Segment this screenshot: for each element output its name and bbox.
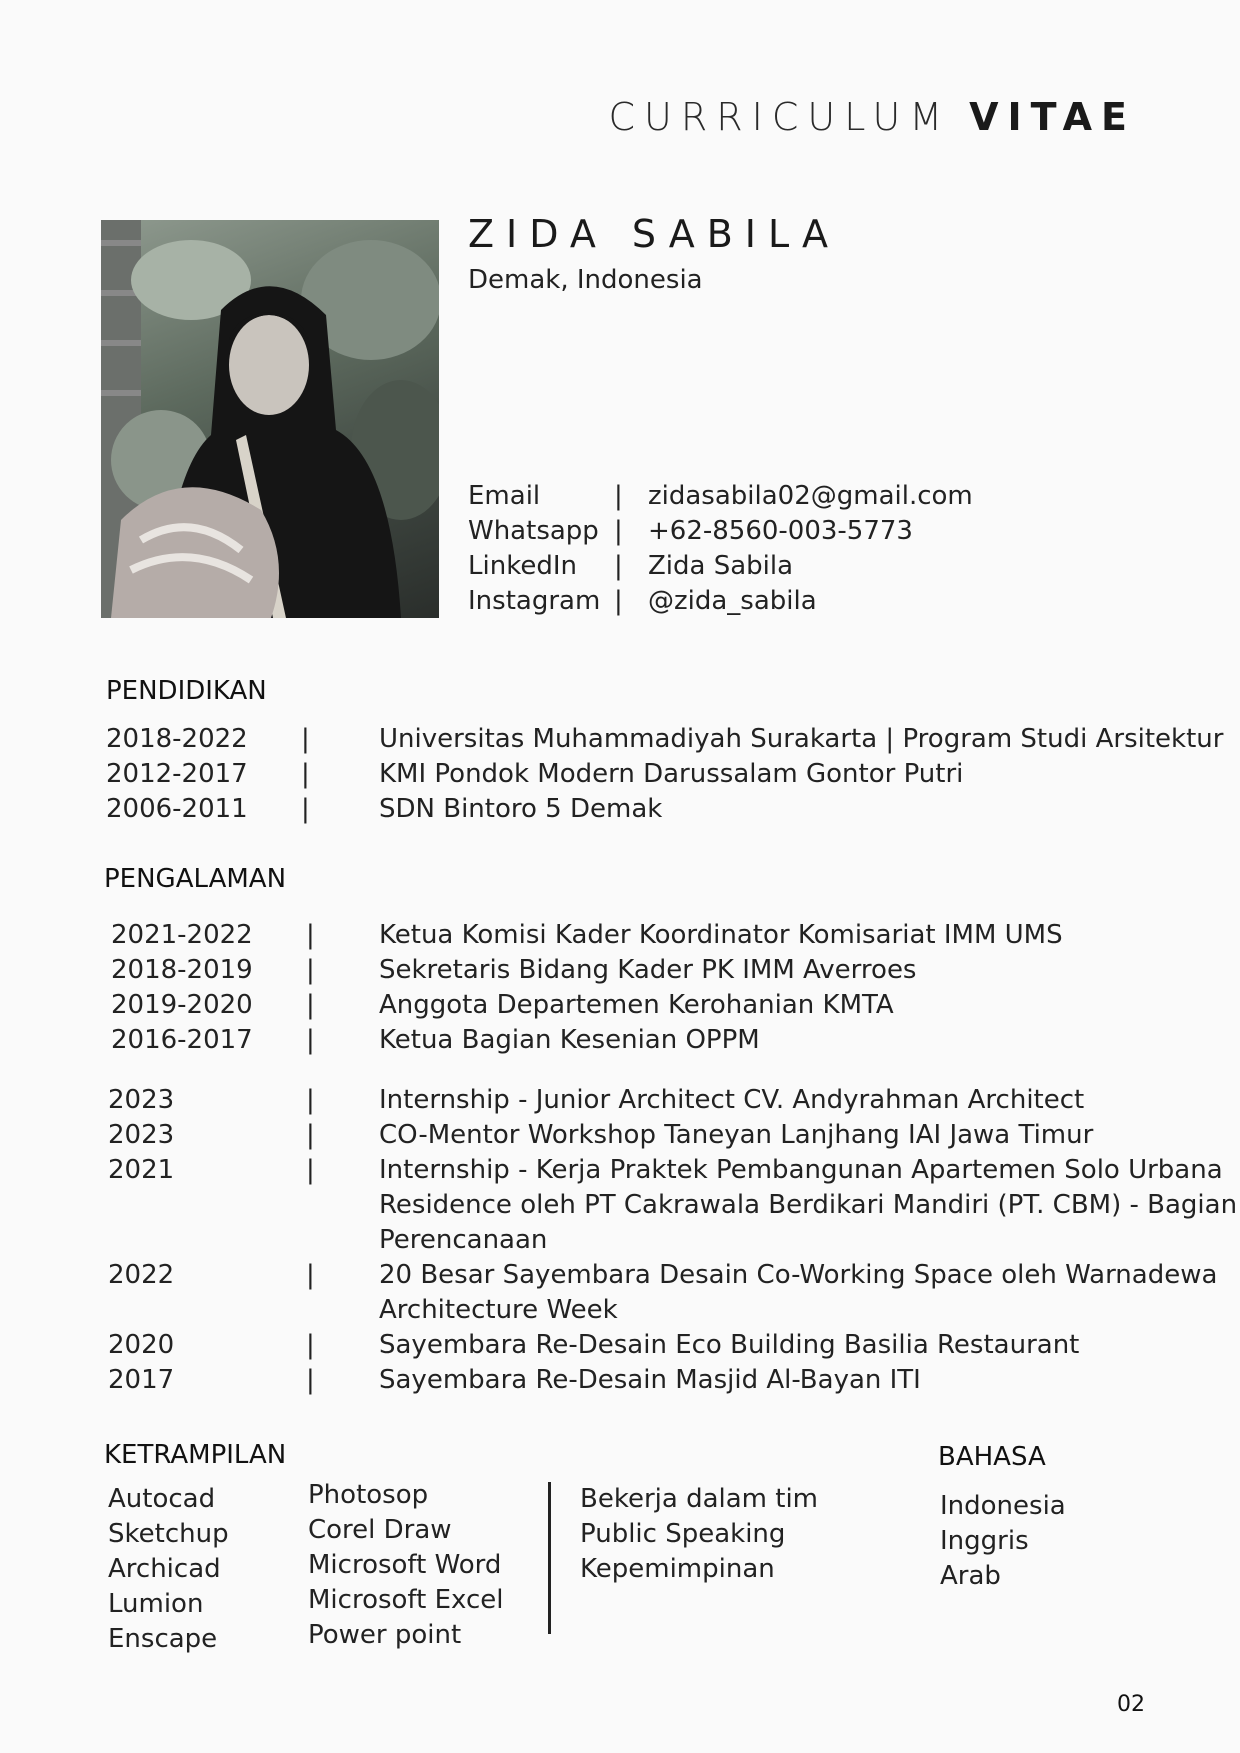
contact-label: Instagram bbox=[468, 586, 601, 616]
list-item bbox=[108, 1118, 1240, 1153]
item-year: 2019-2020 bbox=[111, 990, 253, 1020]
contact-label: Email bbox=[468, 481, 541, 511]
item-year: 2018-2022 bbox=[106, 724, 248, 754]
item-year: 2012-2017 bbox=[106, 759, 248, 789]
list-item bbox=[106, 792, 1240, 827]
soft-skills-list bbox=[580, 1482, 818, 1587]
list-item bbox=[106, 757, 1240, 792]
experience-organization-list bbox=[111, 918, 1240, 1058]
list-item bbox=[108, 1363, 1240, 1398]
list-item: Sketchup bbox=[108, 1519, 229, 1549]
item-description: Universitas Muhammadiyah Surakarta | Program Studi Arsitektur bbox=[379, 724, 1224, 754]
section-title-bahasa: BAHASA bbox=[938, 1442, 1046, 1472]
list-item: Arab bbox=[940, 1561, 1001, 1591]
list-item bbox=[108, 1153, 1240, 1258]
list-item: Indonesia bbox=[940, 1491, 1066, 1521]
list-item bbox=[111, 918, 1240, 953]
item-description: Internship - Kerja Praktek Pembangunan Apartemen Solo Urbana Residence oleh PT Cakrawala Berdikari Mandiri (PT. CBM) - Bagian Perencanaan bbox=[379, 1155, 1238, 1255]
document-title bbox=[609, 95, 1136, 139]
item-description: Internship - Junior Architect CV. Andyrahman Architect bbox=[379, 1085, 1085, 1115]
item-year: 2022 bbox=[108, 1260, 175, 1290]
title-light: CURRICULUM bbox=[608, 95, 952, 139]
list-item: Power point bbox=[308, 1620, 462, 1650]
item-year: 2018-2019 bbox=[111, 955, 253, 985]
list-item: Archicad bbox=[108, 1554, 221, 1584]
contact-value: +62-8560-003-5773 bbox=[648, 516, 913, 546]
contact-value: Zida Sabila bbox=[648, 551, 794, 581]
list-item: Kepemimpinan bbox=[580, 1554, 775, 1584]
software-list-1 bbox=[108, 1482, 229, 1657]
contact-value: @zida_sabila bbox=[648, 586, 817, 616]
list-item: Microsoft Word bbox=[308, 1550, 502, 1580]
list-item: Public Speaking bbox=[580, 1519, 786, 1549]
item-description: KMI Pondok Modern Darussalam Gontor Putri bbox=[379, 759, 964, 789]
item-year: 2016-2017 bbox=[111, 1025, 253, 1055]
contact-value: zidasabila02@gmail.com bbox=[648, 481, 973, 511]
profile-photo bbox=[101, 220, 439, 618]
list-item bbox=[108, 1083, 1240, 1118]
list-item bbox=[108, 1258, 1240, 1328]
item-description: Anggota Departemen Kerohanian KMTA bbox=[379, 990, 894, 1020]
section-title-pendidikan: PENDIDIKAN bbox=[106, 676, 267, 706]
contact-separator: | bbox=[614, 481, 623, 511]
list-item bbox=[111, 953, 1240, 988]
item-year: 2023 bbox=[108, 1085, 175, 1115]
list-item: Corel Draw bbox=[308, 1515, 452, 1545]
list-item bbox=[108, 1328, 1240, 1363]
list-item: Enscape bbox=[108, 1624, 218, 1654]
item-separator: | bbox=[306, 955, 315, 985]
list-item: Microsoft Excel bbox=[308, 1585, 504, 1615]
contact-separator: | bbox=[614, 551, 623, 581]
list-item bbox=[111, 1023, 1240, 1058]
item-year: 2021 bbox=[108, 1155, 175, 1185]
item-separator: | bbox=[306, 1085, 315, 1115]
software-list-2 bbox=[308, 1478, 503, 1653]
item-separator: | bbox=[301, 724, 310, 754]
section-title-ketrampilan: KETRAMPILAN bbox=[104, 1440, 287, 1470]
person-location: Demak, Indonesia bbox=[468, 265, 703, 295]
education-list bbox=[106, 722, 1240, 827]
list-item bbox=[111, 988, 1240, 1023]
contact-separator: | bbox=[614, 586, 623, 616]
title-bold: VITAE bbox=[969, 95, 1136, 139]
item-separator: | bbox=[306, 1120, 315, 1150]
item-separator: | bbox=[306, 1365, 315, 1395]
item-description: Sayembara Re-Desain Eco Building Basilia Restaurant bbox=[379, 1330, 1080, 1360]
item-description: SDN Bintoro 5 Demak bbox=[379, 794, 663, 824]
skills-divider bbox=[548, 1482, 551, 1634]
contact-label: Whatsapp bbox=[468, 516, 599, 546]
list-item: Autocad bbox=[108, 1484, 216, 1514]
item-description: CO-Mentor Workshop Taneyan Lanjhang IAI Jawa Timur bbox=[379, 1120, 1094, 1150]
list-item: Inggris bbox=[940, 1526, 1029, 1556]
item-year: 2017 bbox=[108, 1365, 175, 1395]
page-number: 02 bbox=[1117, 1692, 1145, 1717]
contact-label: LinkedIn bbox=[468, 551, 577, 581]
language-list bbox=[940, 1489, 1066, 1594]
section-title-pengalaman: PENGALAMAN bbox=[104, 864, 287, 894]
item-separator: | bbox=[306, 920, 315, 950]
list-item: Photosop bbox=[308, 1480, 429, 1510]
list-item: Bekerja dalam tim bbox=[580, 1484, 818, 1514]
item-description: Sekretaris Bidang Kader PK IMM Averroes bbox=[379, 955, 917, 985]
item-separator: | bbox=[306, 1260, 315, 1290]
item-separator: | bbox=[301, 759, 310, 789]
item-separator: | bbox=[301, 794, 310, 824]
item-separator: | bbox=[306, 990, 315, 1020]
contact-separator: | bbox=[614, 516, 623, 546]
item-year: 2023 bbox=[108, 1120, 175, 1150]
item-year: 2021-2022 bbox=[111, 920, 253, 950]
item-description: Ketua Komisi Kader Koordinator Komisariat IMM UMS bbox=[379, 920, 1063, 950]
item-description: Ketua Bagian Kesenian OPPM bbox=[379, 1025, 760, 1055]
item-year: 2020 bbox=[108, 1330, 175, 1360]
item-separator: | bbox=[306, 1025, 315, 1055]
person-name: ZIDA SABILA bbox=[468, 212, 841, 256]
list-item bbox=[106, 722, 1240, 757]
list-item: Lumion bbox=[108, 1589, 204, 1619]
item-year: 2006-2011 bbox=[106, 794, 248, 824]
experience-professional-list bbox=[108, 1083, 1240, 1398]
item-description: Sayembara Re-Desain Masjid Al-Bayan ITI bbox=[379, 1365, 921, 1395]
item-separator: | bbox=[306, 1330, 315, 1360]
item-separator: | bbox=[306, 1155, 315, 1185]
item-description: 20 Besar Sayembara Desain Co-Working Space oleh Warnadewa Architecture Week bbox=[379, 1260, 1218, 1325]
